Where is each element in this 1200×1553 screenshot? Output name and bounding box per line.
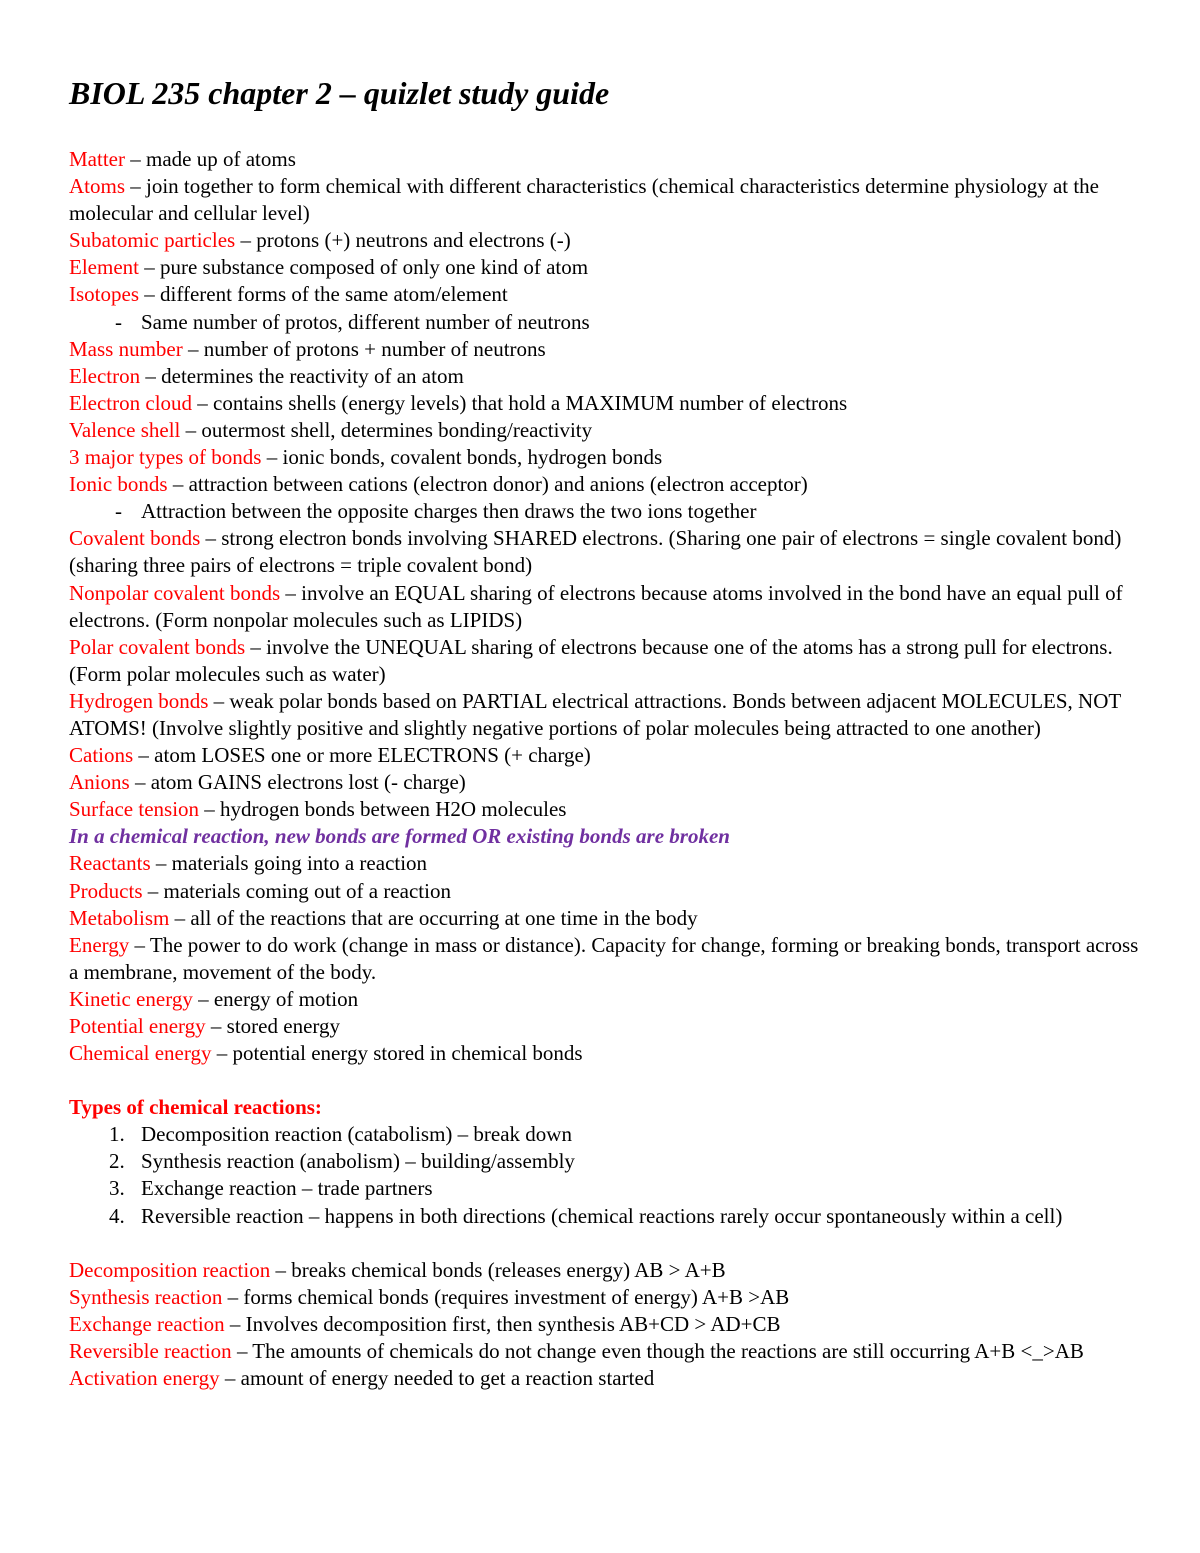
definition-text: – different forms of the same atom/element: [139, 282, 508, 307]
definition-term: Nonpolar covalent bonds: [69, 580, 281, 605]
definition-term: Products: [69, 878, 143, 903]
definition-text: – Involves decomposition first, then synthesis AB+CD > AD+CB: [224, 1311, 781, 1336]
definition-text: – weak polar bonds based on PARTIAL electrical attractions. Bonds between adjacent MOLECULES, NOT ATOMS! (Involve slightly positive and slightly negative portions of polar molecules being attracted to one another): [69, 688, 1121, 740]
reaction-types-list: [69, 1121, 1139, 1229]
definition-term: Electron: [69, 363, 141, 388]
definition-text: – outermost shell, determines bonding/reactivity: [180, 417, 593, 442]
list-item: [69, 1175, 1139, 1202]
list-item-text: Synthesis reaction (anabolism) – building/assembly: [141, 1149, 575, 1174]
definitions-group-5: [69, 1257, 1139, 1392]
definition-text: – materials going into a reaction: [150, 851, 428, 876]
definition-line: [69, 336, 1139, 363]
definition-line: [69, 796, 1139, 823]
definition-term: Decomposition reaction: [69, 1257, 271, 1282]
definition-term: Activation energy: [69, 1366, 220, 1391]
definition-line: [69, 986, 1139, 1013]
definition-line: [69, 769, 1139, 796]
definition-line: [69, 850, 1139, 877]
bullet-dash: -: [115, 499, 122, 524]
definition-text: – determines the reactivity of an atom: [140, 363, 464, 388]
list-item-text: Reversible reaction – happens in both directions (chemical reactions rarely occur spontaneously within a cell): [141, 1203, 1063, 1228]
sub-bullet-text: Same number of protos, different number of neutrons: [141, 309, 590, 334]
definition-line: [69, 1040, 1139, 1067]
definition-term: Exchange reaction: [69, 1311, 225, 1336]
definition-line: [69, 1257, 1139, 1284]
definitions-group-1: [69, 146, 1139, 309]
definition-term: Electron cloud: [69, 390, 193, 415]
list-number: 3.: [109, 1176, 125, 1201]
definition-term: Mass number: [69, 336, 183, 361]
definition-term: 3 major types of bonds: [69, 445, 262, 470]
definition-term: Valence shell: [69, 417, 181, 442]
definition-term: Matter: [69, 147, 125, 171]
definition-term: Polar covalent bonds: [69, 634, 246, 659]
definition-text: – made up of atoms: [124, 147, 296, 171]
document-page: [69, 72, 1139, 1392]
definition-line: [69, 254, 1139, 281]
sub-bullet-text: Attraction between the opposite charges then draws the two ions together: [141, 499, 757, 524]
definition-text: – materials coming out of a reaction: [142, 878, 451, 903]
document-title: BIOL 235 chapter 2 – quizlet study guide: [69, 75, 610, 111]
isotopes-sub-bullet: [69, 309, 1139, 336]
list-item: [69, 1121, 1139, 1148]
list-number: 1.: [109, 1122, 125, 1147]
definition-text: – atom GAINS electrons lost (- charge): [129, 770, 466, 795]
definition-term: Cations: [69, 743, 134, 768]
highlight-statement: In a chemical reaction, new bonds are formed OR existing bonds are broken: [69, 824, 730, 849]
definition-text: – breaks chemical bonds (releases energy) AB > A+B: [270, 1257, 726, 1282]
definition-term: Hydrogen bonds: [69, 688, 209, 713]
definition-term: Metabolism: [69, 905, 170, 930]
definition-line: [69, 1365, 1139, 1392]
definition-line: [69, 1338, 1139, 1365]
definition-text: – all of the reactions that are occurring at one time in the body: [169, 905, 698, 930]
definitions-group-3: [69, 525, 1139, 823]
definition-text: – The power to do work (change in mass or distance). Capacity for change, forming or breaking bonds, transport across a membrane, movement of the body.: [69, 932, 1139, 984]
definition-text: – attraction between cations (electron donor) and anions (electron acceptor): [167, 472, 808, 497]
ionic-sub-bullet: [69, 498, 1139, 525]
spacer: [69, 1230, 1139, 1257]
definition-text: – potential energy stored in chemical bonds: [211, 1041, 583, 1066]
definition-line: [69, 471, 1139, 498]
definition-line: [69, 281, 1139, 308]
list-item: [69, 1203, 1139, 1230]
definition-term: Chemical energy: [69, 1041, 212, 1066]
definition-text: – number of protons + number of neutrons: [182, 336, 546, 361]
definition-term: Reactants: [69, 851, 151, 876]
list-number: 4.: [109, 1203, 125, 1228]
definition-line: [69, 878, 1139, 905]
definition-line: [69, 227, 1139, 254]
definition-line: [69, 363, 1139, 390]
definition-text: – stored energy: [205, 1014, 340, 1038]
definition-text: – strong electron bonds involving SHARED electrons. (Sharing one pair of electrons = single covalent bond) (sharing three pairs of electrons = triple covalent bond): [69, 526, 1122, 578]
bullet-dash: -: [115, 309, 122, 334]
definition-line: [69, 1311, 1139, 1338]
section-heading: Types of chemical reactions:: [69, 1095, 322, 1120]
definition-term: Surface tension: [69, 797, 200, 822]
definition-line: [69, 1013, 1139, 1040]
definition-term: Energy: [69, 932, 130, 957]
definition-text: – pure substance composed of only one kind of atom: [138, 255, 589, 280]
definition-term: Subatomic particles: [69, 228, 236, 253]
definition-text: – amount of energy needed to get a reaction started: [219, 1366, 655, 1391]
definition-line: [69, 525, 1139, 579]
definition-line: [69, 173, 1139, 227]
definition-line: [69, 742, 1139, 769]
definition-line: [69, 688, 1139, 742]
definition-term: Isotopes: [69, 282, 139, 307]
definitions-group-4: [69, 850, 1139, 1067]
definition-term: Synthesis reaction: [69, 1284, 223, 1309]
definition-line: [69, 444, 1139, 471]
definition-text: – protons (+) neutrons and electrons (-): [235, 228, 571, 253]
definition-text: – atom LOSES one or more ELECTRONS (+ charge): [133, 743, 591, 768]
definition-term: Atoms: [69, 174, 126, 199]
definition-text: – energy of motion: [192, 986, 359, 1011]
definition-term: Kinetic energy: [69, 986, 193, 1011]
definition-line: [69, 1284, 1139, 1311]
definitions-group-2: [69, 336, 1139, 499]
definition-text: – involve an EQUAL sharing of electrons because atoms involved in the bond have an equal pull of electrons. (Form nonpolar molecules such as LIPIDS): [69, 580, 1123, 632]
definition-line: [69, 634, 1139, 688]
definition-term: Ionic bonds: [69, 472, 168, 497]
definition-text: – hydrogen bonds between H2O molecules: [199, 797, 567, 822]
definition-text: – involve the UNEQUAL sharing of electrons because one of the atoms has a strong pull for electrons. (Form polar molecules such as water): [69, 634, 1113, 686]
definition-line: [69, 146, 1139, 173]
definition-line: [69, 417, 1139, 444]
definition-text: – ionic bonds, covalent bonds, hydrogen bonds: [261, 445, 663, 470]
definition-text: – The amounts of chemicals do not change even though the reactions are still occurring A+B <_>AB: [231, 1338, 1084, 1363]
definition-line: [69, 932, 1139, 986]
definition-line: [69, 580, 1139, 634]
definition-term: Reversible reaction: [69, 1338, 232, 1363]
definition-text: – contains shells (energy levels) that hold a MAXIMUM number of electrons: [192, 390, 848, 415]
definition-term: Element: [69, 255, 139, 280]
definition-term: Anions: [69, 770, 130, 795]
definition-term: Covalent bonds: [69, 526, 201, 551]
definition-line: [69, 905, 1139, 932]
list-number: 2.: [109, 1149, 125, 1174]
definition-line: [69, 390, 1139, 417]
list-item-text: Exchange reaction – trade partners: [141, 1176, 433, 1201]
document-body: [69, 146, 1139, 1392]
definition-text: – join together to form chemical with different characteristics (chemical characteristics determine physiology at the molecular and cellular level): [69, 174, 1100, 226]
definition-term: Potential energy: [69, 1014, 206, 1038]
list-item: [69, 1148, 1139, 1175]
definition-text: – forms chemical bonds (requires investment of energy) A+B >AB: [222, 1284, 790, 1309]
list-item-text: Decomposition reaction (catabolism) – break down: [141, 1122, 572, 1147]
